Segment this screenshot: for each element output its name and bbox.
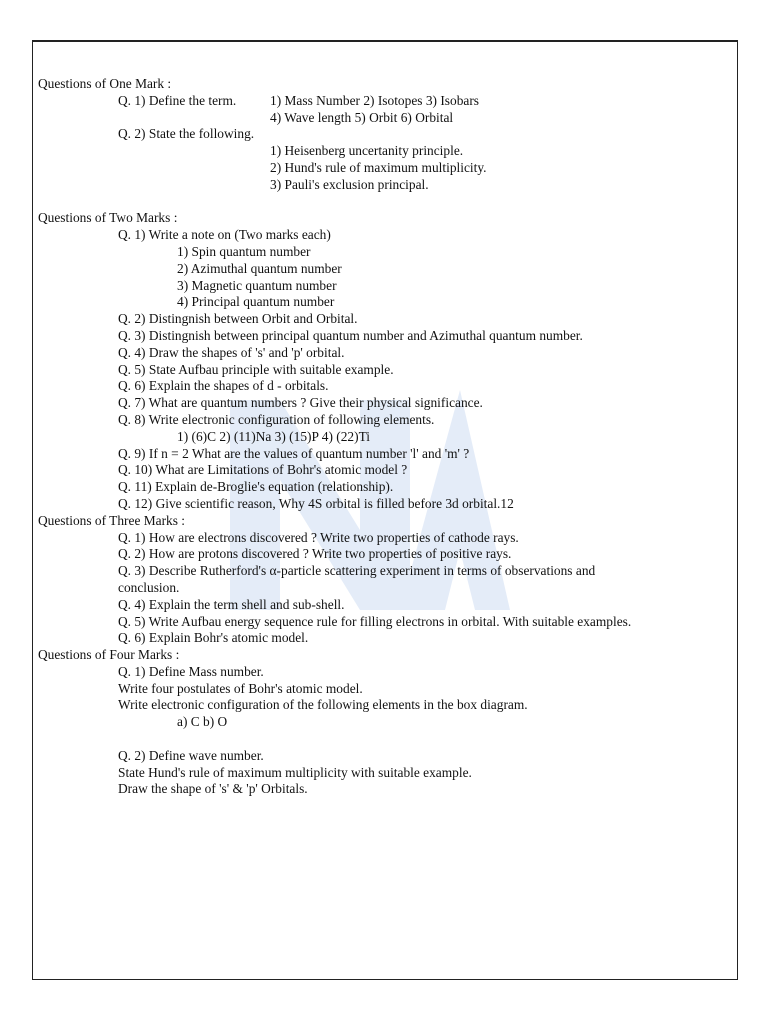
four-marks-q2-part-b: State Hund's rule of maximum multiplicity with suitable example.	[118, 764, 472, 780]
question-label: Q. 1) Define the term.	[118, 92, 237, 108]
four-marks-q1: Q. 1) Define Mass number.	[118, 663, 264, 679]
three-marks-q5: Q. 5) Write Aufbau energy sequence rule for filling electrons in orbital. With suitable examples.	[118, 613, 632, 629]
two-marks-q3: Q. 3) Distingnish between principal quantum number and Azimuthal quantum number.	[118, 327, 583, 343]
four-marks-q2-part-c: Draw the shape of 's' & 'p' Orbitals.	[118, 781, 308, 797]
two-marks-q4: Q. 4) Draw the shapes of 's' and 'p' orbital.	[118, 344, 345, 360]
two-marks-q6: Q. 6) Explain the shapes of d - orbitals.	[118, 378, 329, 394]
four-marks-q1-part-c: Write electronic configuration of the following elements in the box diagram.	[118, 697, 528, 713]
question-bank	[38, 76, 718, 798]
three-marks-q6: Q. 6) Explain Bohr's atomic model.	[118, 630, 309, 646]
element-list: a) C b) O	[177, 714, 228, 730]
list-item: 2) Hund's rule of maximum multiplicity.	[270, 159, 487, 175]
term-list: 1) Mass Number 2) Isotopes 3) Isobars	[270, 92, 480, 108]
three-marks-q2: Q. 2) How are protons discovered ? Write two properties of positive rays.	[118, 546, 512, 562]
four-marks-q1-part-b: Write four postulates of Bohr's atomic model.	[118, 680, 363, 696]
three-marks-q1: Q. 1) How are electrons discovered ? Write two properties of cathode rays.	[118, 529, 519, 545]
four-marks-q2: Q. 2) Define wave number.	[118, 747, 264, 763]
two-marks-q10: Q. 10) What are Limitations of Bohr's atomic model ?	[118, 462, 408, 478]
two-marks-q5: Q. 5) State Aufbau principle with suitable example.	[118, 361, 394, 377]
element-list: 1) (6)C 2) (11)Na 3) (15)P 4) (22)Ti	[177, 428, 371, 444]
list-item: 1) Heisenberg uncertanity principle.	[270, 143, 464, 159]
two-marks-q9: Q. 9) If n = 2 What are the values of quantum number 'l' and 'm' ?	[118, 445, 470, 461]
list-item: 3) Pauli's exclusion principal.	[270, 176, 429, 192]
heading-three-marks: Questions of Three Marks :	[38, 512, 186, 528]
list-item: 1) Spin quantum number	[177, 243, 311, 259]
term-list: 4) Wave length 5) Orbit 6) Orbital	[270, 109, 454, 125]
heading-four-marks: Questions of Four Marks :	[38, 647, 180, 663]
three-marks-q4: Q. 4) Explain the term shell and sub-shell.	[118, 596, 345, 612]
list-item: 2) Azimuthal quantum number	[177, 260, 342, 276]
two-marks-q8: Q. 8) Write electronic configuration of following elements.	[118, 411, 435, 427]
heading-two-marks: Questions of Two Marks :	[38, 210, 178, 226]
list-item: 3) Magnetic quantum number	[177, 277, 337, 293]
two-marks-q1: Q. 1) Write a note on (Two marks each)	[118, 227, 331, 243]
three-marks-q3: Q. 3) Describe Rutherford's α-particle scattering experiment in terms of observations and conclusion.	[118, 563, 596, 595]
list-item: 4) Principal quantum number	[177, 294, 335, 310]
two-marks-q11: Q. 11) Explain de-Broglie's equation (relationship).	[118, 479, 394, 495]
two-marks-q12: Q. 12) Give scientific reason, Why 4S orbital is filled before 3d orbital.12	[118, 495, 514, 511]
heading-one-mark: Questions of One Mark :	[38, 76, 172, 91]
one-mark-q2: Q. 2) State the following.	[118, 126, 255, 142]
two-marks-q2: Q. 2) Distingnish between Orbit and Orbital.	[118, 311, 358, 327]
one-mark-q1	[38, 93, 718, 110]
two-marks-q7: Q. 7) What are quantum numbers ? Give their physical significance.	[118, 395, 483, 411]
